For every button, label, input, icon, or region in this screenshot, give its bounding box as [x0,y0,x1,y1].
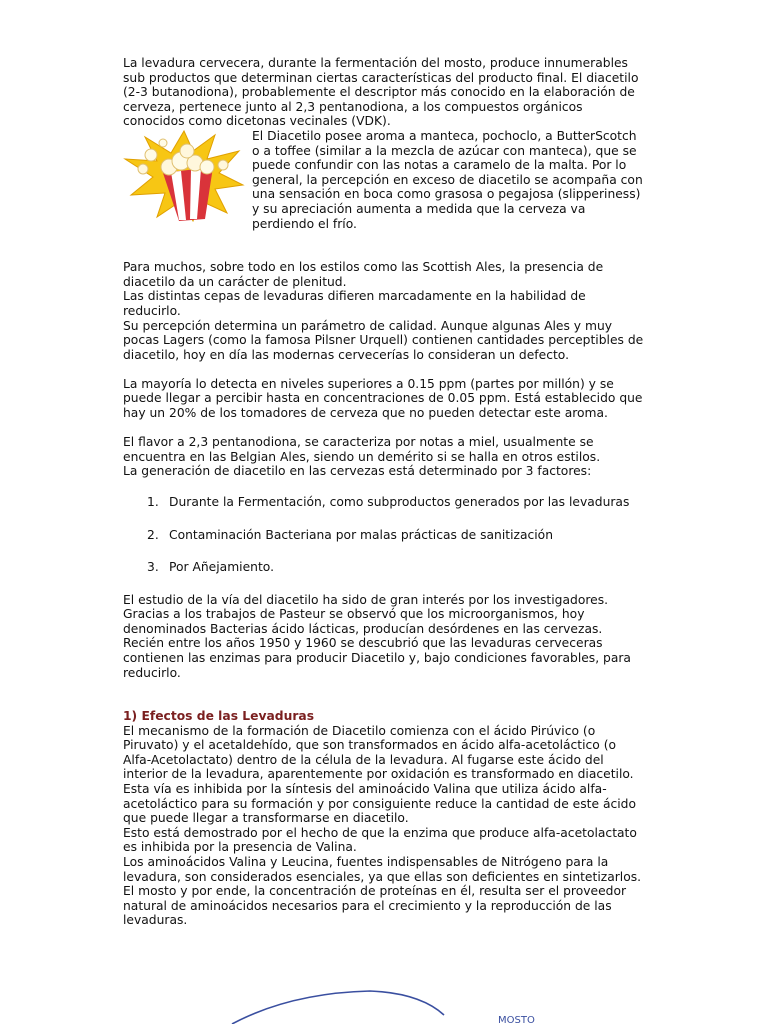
diagram-arc [232,991,444,1024]
styles-line-1: Para muchos, sobre todo en los estilos como las Scottish Ales, la presencia de diacetilo da un carácter de plenitud. [123,260,604,289]
popcorn-icon [123,129,245,222]
threshold-paragraph: La mayoría lo detecta en niveles superiores a 0.15 ppm (partes por millón) y se puede llegar a percibir hasta en concentraciones de 0.05 ppm. Está establecido que hay un 20% de los tomadores de cerveza que no pueden detectar este aroma. [123,376,643,421]
styles-line-3: Su percepción determina un parámetro de calidad. Aunque algunas Ales y muy pocas Lagers (como la famosa Pilsner Urquell) contienen cantidades perceptibles de diacetilo, hoy en día las modernas cervecerías lo consideran un defecto. [123,318,644,362]
history-line-3: Recién entre los años 1950 y 1960 se descubrió que las levaduras cerveceras contienen las enzimas para producir Diacetilo y, bajo condiciones favorables, para reducirlo. [123,636,631,680]
popcorn-block [123,129,645,231]
section-line-1: El mecanismo de la formación de Diacetilo comienza con el ácido Pirúvico (o Piruvato) y el acetaldehído, que son transformados en ácido alfa-acetoláctico (o Alfa-Acetolactato) dentro de la célula de la levadura. Al fugarse este ácido del interior de la levadura, aparentemente por oxidación es transformado en diacetilo. [123,723,634,782]
factors-list [123,495,645,593]
history-line-1: El estudio de la vía del diacetilo ha sido de gran interés por los investigadores. [123,592,609,607]
section-line-2: Esta vía es inhibida por la síntesis del aminoácido Valina que utiliza ácido alfa-acetoláctico para su formación y por consiguiente reduce la cantidad de este ácido que puede llegar a transformarse en diacetilo. [123,782,636,826]
history-line-2: Gracias a los trabajos de Pasteur se observó que los microorganismos, hoy denominados Bacterias ácido lácticas, producían desórdenes en las cervezas. [123,607,603,636]
list-item: 3. Por Añejamiento. [147,560,274,575]
article-body [123,56,645,928]
section-line-3: Esto está demostrado por el hecho de que la enzima que produce alfa-acetolactato es inhibida por la presencia de Valina. [123,825,637,855]
flavor-line-2: La generación de diacetilo en las cervezas está determinado por 3 factores: [123,464,592,479]
section-line-5: El mosto y por ende, la concentración de proteínas en él, resulta ser el proveedor natural de aminoácidos necesarios para el crecimiento y la reproducción de las levaduras. [123,884,627,928]
list-item: 2. Contaminación Bacteriana por malas prácticas de sanitización [147,527,553,542]
styles-line-2: Las distintas cepas de levaduras difieren marcadamente en la habilidad de reducirlo. [123,289,586,318]
diagram-label: MOSTO [498,1015,535,1024]
list-item: 1. Durante la Fermentación, como subproductos generados por las levaduras [147,495,630,510]
flavor-line-1: El flavor a 2,3 pentanodiona, se caracteriza por notas a miel, usualmente se encuentra en las Belgian Ales, siendo un demérito si se halla en otros estilos. [123,435,601,464]
section-heading: 1) Efectos de las Levaduras [123,709,315,724]
diagram-fragment [0,985,768,1024]
aroma-paragraph: El Diacetilo posee aroma a manteca, pochoclo, a ButterScotch o a toffee (similar a la mezcla de azúcar con manteca), que se puede confundir con las notas a caramelo de la malta. Por lo general, la percepción en exceso de diacetilo se acompaña con una sensación en boca como grasosa o pegajosa (slipperiness) y su apreciación aumenta a medida que la cerveza va perdiendo el frío. [252,128,643,231]
section-line-4: Los aminoácidos Valina y Leucina, fuentes indispensables de Nitrógeno para la levadura, son considerados esenciales, ya que ellas son deficientes en sintetizarlos. [123,855,642,884]
intro-paragraph: La levadura cervecera, durante la fermentación del mosto, produce innumerables sub productos que determinan ciertas características del producto final. El diacetilo (2-3 butanodiona), probablemente el descriptor más conocido en la elaboración de cerveza, pertenece junto al 2,3 pentanodiona, a los compuestos orgánicos conocidos como dicetonas vecinales (VDK). [123,56,639,129]
